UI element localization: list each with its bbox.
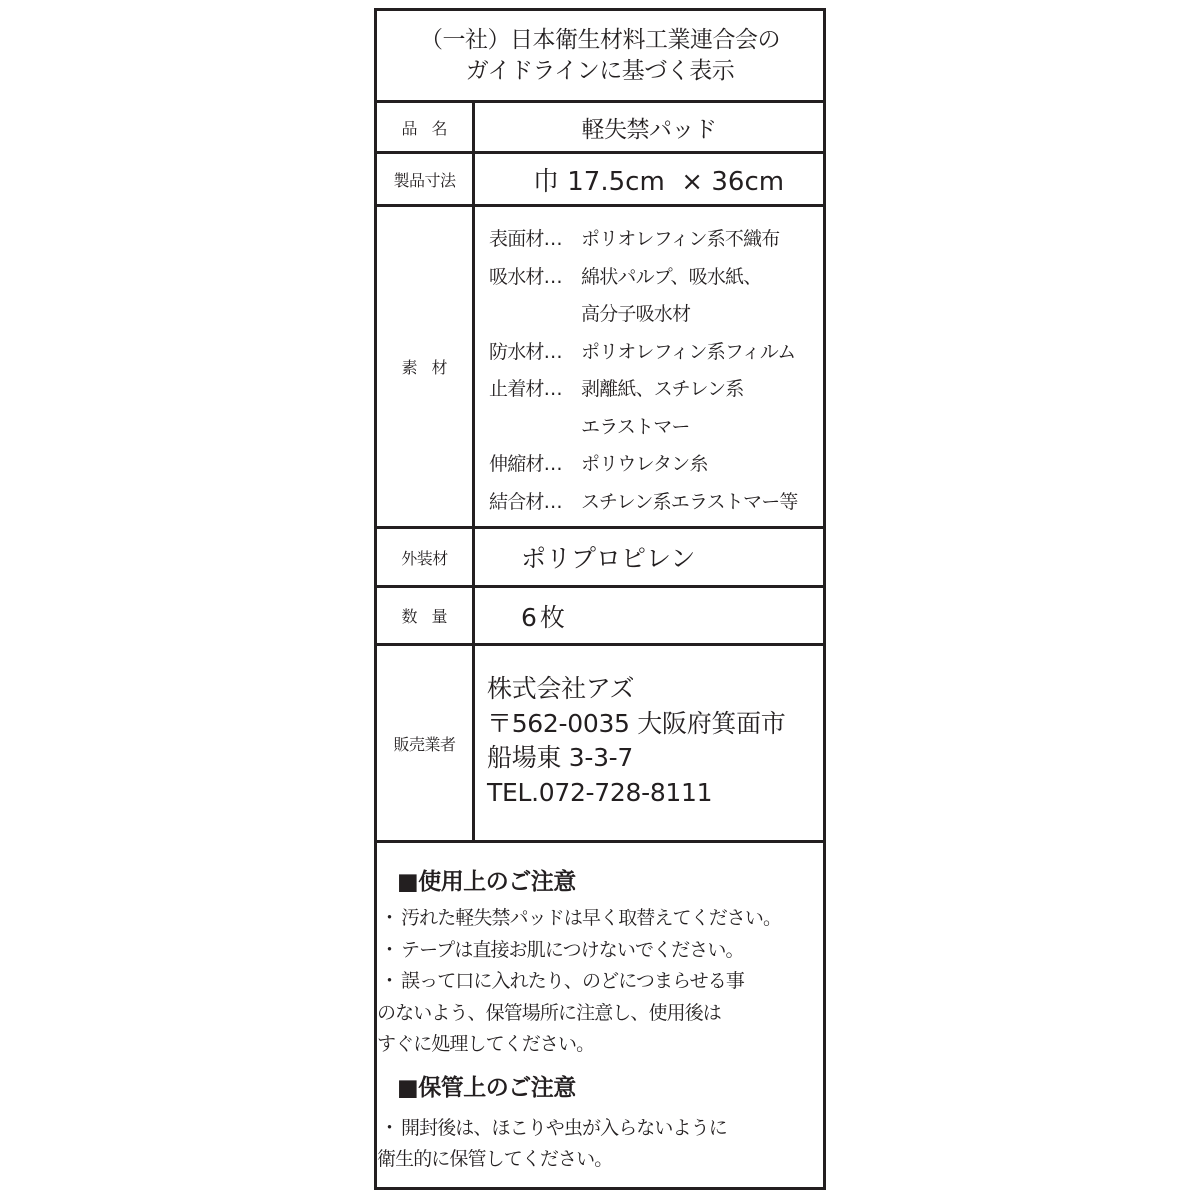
usage-note-continued: すぐに処理してください。	[377, 1033, 595, 1055]
seller-address-2: 船場東 3-3-7	[487, 743, 634, 772]
seller-phone: TEL.072-728-8111	[487, 777, 713, 807]
dimensions-label: 製品寸法	[377, 154, 475, 204]
title-line-2: ガイドラインに基づく表示	[465, 57, 735, 84]
materials-list	[475, 207, 823, 526]
materials-label: 素材	[377, 207, 475, 526]
packaging-value: ポリプロピレン	[521, 544, 696, 573]
row-dimensions	[377, 154, 823, 207]
material-item: 表面材… ポリオレフィン系不織布	[489, 228, 780, 251]
material-item: 防水材… ポリオレフィン系フィルム	[489, 340, 796, 363]
label-title	[377, 11, 823, 103]
seller-address: 〒562-0035 大阪府箕面市	[487, 708, 786, 738]
row-materials	[377, 207, 823, 529]
seller-info	[475, 646, 823, 840]
product-name-value: 軽失禁パッド	[581, 116, 717, 143]
row-seller	[377, 646, 823, 843]
title-line-1: （一社）日本衛生材料工業連合会の	[420, 26, 780, 53]
seller-label: 販売業者	[377, 646, 475, 840]
material-item: 伸縮材… ポリウレタン糸	[489, 453, 708, 476]
usage-precautions-heading: ■使用上のご注意	[397, 869, 576, 895]
storage-note: ・ 開封後は、ほこりや虫が入らないように	[379, 1116, 727, 1139]
product-label-table	[374, 8, 826, 1190]
usage-note-continued: のないよう、保管場所に注意し、使用後は	[377, 1001, 721, 1024]
storage-precautions-heading: ■保管上のご注意	[397, 1074, 576, 1101]
material-item: 結合材… スチレン系エラストマー等	[489, 490, 798, 513]
usage-note: ・ テープは直接お肌につけないでください。	[379, 938, 744, 961]
usage-note: ・ 誤って口に入れたり、のどにつまらせる事	[379, 970, 744, 992]
usage-note: ・ 汚れた軽失禁パッドは早く取替えてください。	[379, 907, 782, 929]
storage-note-continued: 衛生的に保管してください。	[377, 1148, 613, 1170]
seller-company: 株式会社アズ	[487, 674, 635, 703]
material-item: エラストマー	[581, 415, 690, 438]
quantity-label: 数量	[377, 588, 475, 643]
material-item: 吸水材… 綿状パルプ、吸水紙、	[489, 265, 762, 288]
row-packaging	[377, 529, 823, 588]
material-item: 高分子吸水材	[581, 303, 691, 326]
packaging-label: 外装材	[377, 529, 475, 585]
row-product-name	[377, 103, 823, 154]
precautions-section	[377, 843, 823, 1187]
material-item: 止着材… 剥離紙、スチレン系	[489, 378, 744, 401]
dimensions-value: 巾 17.5cm × 36cm	[533, 166, 785, 197]
product-name-label: 品名	[377, 103, 475, 151]
quantity-value: 6枚	[521, 602, 568, 632]
row-quantity	[377, 588, 823, 646]
